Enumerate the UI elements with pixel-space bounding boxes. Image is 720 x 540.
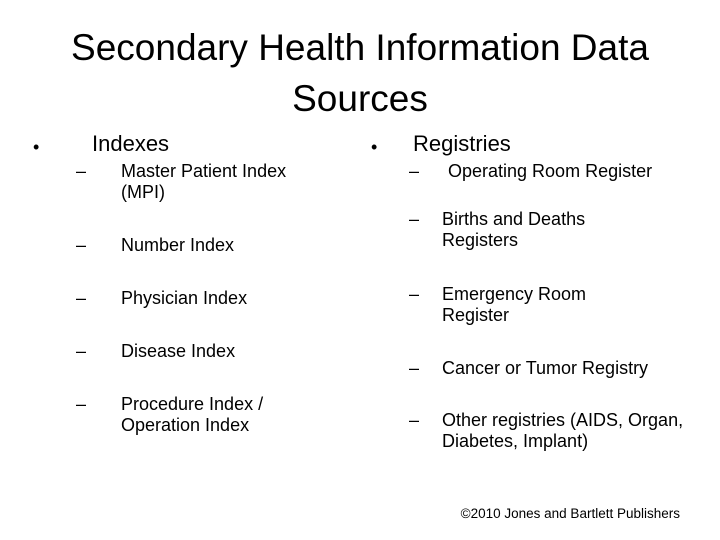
copyright-footer: ©2010 Jones and Bartlett Publishers <box>460 506 680 521</box>
indexes-item-number-index: Number Index <box>121 235 235 255</box>
indexes-item-master-patient-index: Master Patient Index (MPI) <box>121 161 287 202</box>
registries-dash: – <box>409 410 420 430</box>
indexes-item-disease-index: Disease Index <box>121 341 236 361</box>
registries-dash: – <box>409 161 420 181</box>
indexes-dash: – <box>76 161 87 181</box>
indexes-item-procedure-index: Procedure Index / Operation Index <box>121 394 264 435</box>
indexes-dash: – <box>76 288 87 308</box>
indexes-dash: – <box>76 341 87 361</box>
indexes-bullet: • <box>33 137 40 157</box>
registries-item-operating-room: Operating Room Register <box>448 161 653 181</box>
registries-item-emergency-room: Emergency Room Register <box>442 284 587 325</box>
registries-item-cancer-tumor: Cancer or Tumor Registry <box>442 358 649 378</box>
registries-dash: – <box>409 284 420 304</box>
registries-item-births-deaths: Births and Deaths Registers <box>442 209 586 250</box>
registries-dash: – <box>409 209 420 229</box>
indexes-dash: – <box>76 235 87 255</box>
registries-bullet: • <box>371 137 378 157</box>
registries-heading: Registries <box>413 131 511 156</box>
indexes-dash: – <box>76 394 87 414</box>
indexes-item-physician-index: Physician Index <box>121 288 248 308</box>
registries-item-other: Other registries (AIDS, Organ, Diabetes, Implant) <box>442 410 684 451</box>
slide-title: Secondary Health Information Data Sources <box>71 27 649 119</box>
indexes-heading: Indexes <box>92 131 170 156</box>
registries-dash: – <box>409 358 420 378</box>
